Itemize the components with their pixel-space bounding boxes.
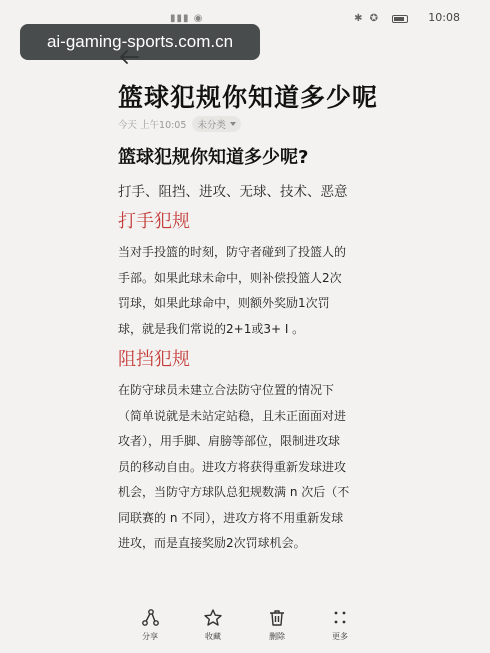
- share-label: 分享: [142, 632, 158, 641]
- paragraph-line: 攻者），用手脚、肩膀等部位，限制进攻球: [118, 434, 341, 448]
- paragraph-line: 球，就是我们常说的2+1或3+ I 。: [118, 321, 305, 336]
- paragraph-line: 进攻，而是直接奖励2次罚球机会。: [118, 536, 306, 550]
- paragraph-line: 罚球，如果此球命中，则额外奖励1次罚: [118, 296, 330, 310]
- paragraph-line: 在防守球员未建立合法防守位置的情况下: [118, 383, 335, 397]
- favorite-label: 收藏: [205, 632, 221, 641]
- share-icon: [140, 608, 160, 628]
- paragraph-line: 机会，当防守方球队总犯规数满 n 次后（不: [118, 485, 350, 499]
- status-time: 10:08: [428, 11, 460, 24]
- caret-down-icon: [230, 122, 236, 126]
- section-paragraph-hand-check: [118, 240, 378, 342]
- delete-button[interactable]: [257, 608, 297, 642]
- body-heading: 篮球犯规你知道多少呢?: [118, 147, 309, 168]
- note-body[interactable]: [118, 144, 378, 557]
- more-button[interactable]: [320, 608, 360, 642]
- category-dropdown[interactable]: [192, 116, 241, 132]
- favorite-button[interactable]: [193, 608, 233, 642]
- delete-label: 删除: [269, 632, 285, 641]
- paragraph-line: 手部。如果此球未命中，则补偿投篮人2次: [118, 270, 342, 285]
- battery-icon: [392, 15, 408, 23]
- section-paragraph-blocking: [118, 378, 378, 557]
- paragraph-line: 当对手投篮的时刻，防守者碰到了投篮人的: [118, 245, 347, 259]
- note-meta: [118, 116, 241, 132]
- note-title[interactable]: 篮球犯规你知道多少呢: [118, 83, 379, 112]
- foul-types-line: 打手、阻挡、进攻、无球、技术、恶意: [118, 184, 348, 200]
- bottom-toolbar: [0, 608, 490, 653]
- section-heading-blocking: 阻挡犯规: [118, 349, 190, 370]
- section-heading-hand-check: 打手犯规: [118, 211, 190, 232]
- category-label: 未分类: [197, 120, 226, 131]
- paragraph-line: 员的移动自由。进攻方将获得重新发球进攻: [118, 459, 347, 474]
- more-label: 更多: [332, 632, 348, 641]
- status-icons: ✱ ✪: [354, 13, 380, 24]
- paragraph-line: （简单说就是未站定站稳，且未正面面对进: [118, 408, 347, 423]
- more-icon: [330, 608, 350, 628]
- watermark: ai-gaming-sports.com.cn: [20, 24, 260, 60]
- share-button[interactable]: [130, 608, 170, 642]
- star-icon: [203, 608, 223, 628]
- trash-icon: [267, 608, 287, 628]
- note-timestamp: 今天 上午10:05: [118, 120, 187, 131]
- signal-icons: ▮▮▮ ◉: [170, 13, 204, 24]
- paragraph-line: 同联赛的 n 不同），进攻方将不用重新发球: [118, 510, 344, 525]
